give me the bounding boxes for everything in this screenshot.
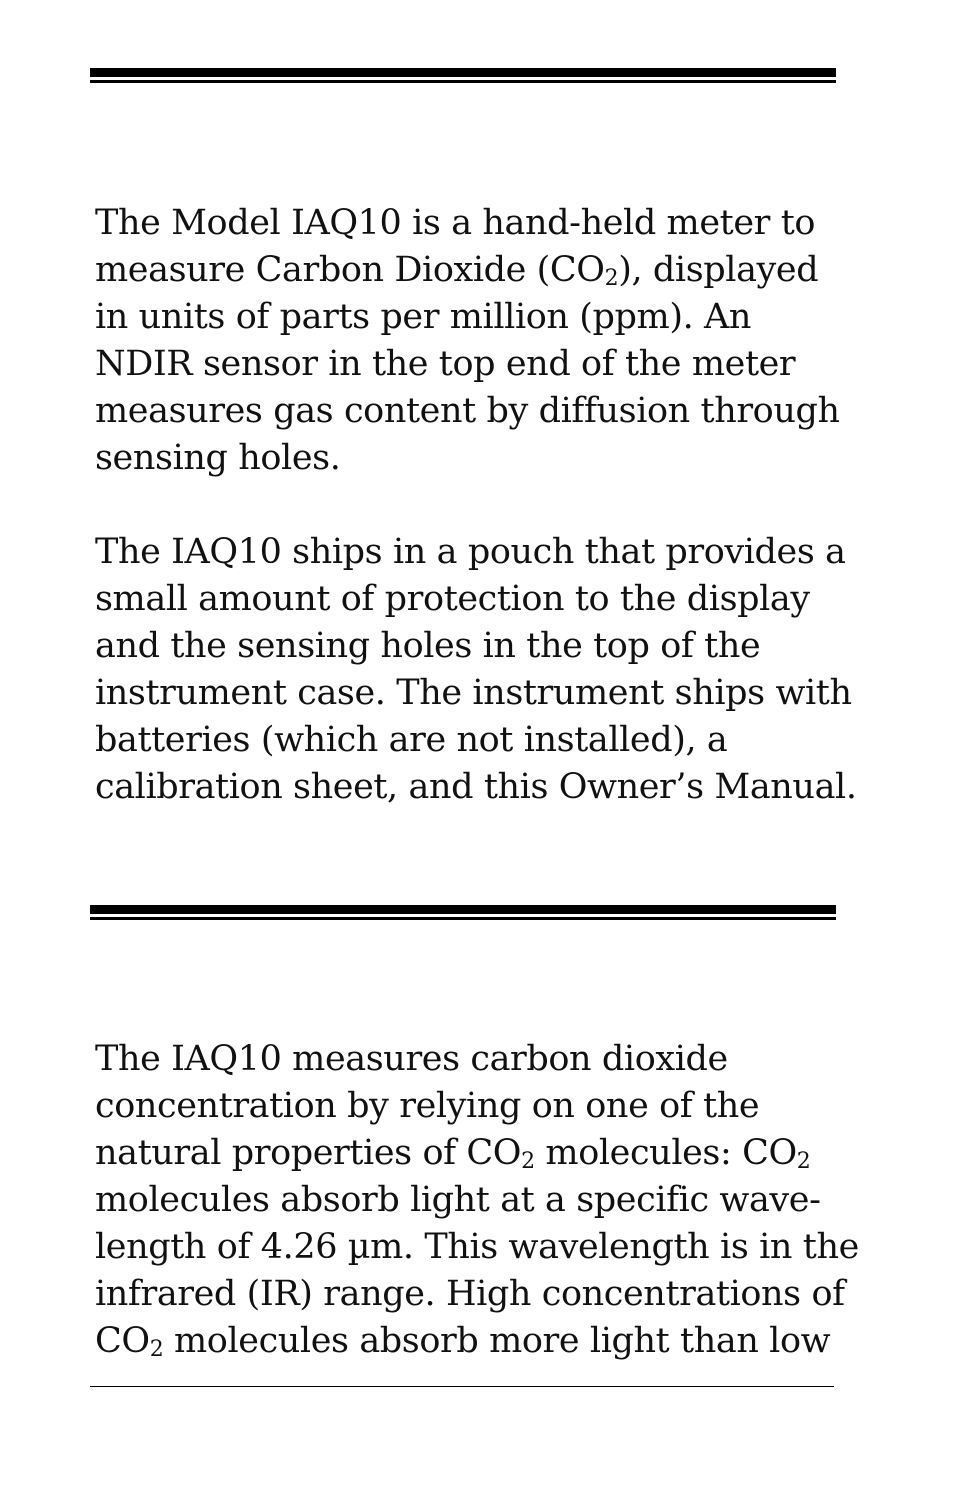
text-line: natural properties of $CO_2$ molecules: $CO_2$ [95,1133,811,1174]
section-divider-top [90,68,836,83]
text-line: molecules absorb light at a specific wave- [95,1180,821,1220]
text-line: concentration by relying on one of the [95,1086,760,1126]
subscript: 2 [521,1149,535,1174]
subscript: 2 [604,266,619,291]
intro-paragraph-1 [95,200,845,482]
subscript: 2 [149,1337,164,1362]
text-line: instrument case. The instrument ships with [95,673,852,713]
text-line: calibration sheet, and this Owner’s Manual. [95,767,857,807]
section-divider-middle [90,905,836,920]
text-line: $CO_2$ molecules absorb more light than low [95,1321,831,1362]
text-line: measures gas content by diffusion through [95,391,840,431]
text-line: The IAQ10 measures carbon dioxide [95,1039,728,1079]
text-line: The Model IAQ10 is a hand-held meter to [95,203,816,243]
subscript: 2 [796,1149,811,1174]
intro-paragraph-2 [95,529,857,811]
text-line: length of 4.26 µm. This wavelength is in the [95,1227,859,1267]
text-line: batteries (which are not installed), a [95,720,728,760]
text-line: small amount of protection to the display [95,579,810,619]
text-line: NDIR sensor in the top end of the meter [95,344,796,384]
text-line: measure Carbon Dioxide $(CO_2)$, displayed [95,250,819,291]
principle-paragraph-1 [95,1036,859,1365]
text-line: and the sensing holes in the top of the [95,626,761,666]
page-footer-rule [90,1386,834,1387]
text-line: sensing holes. [95,438,341,478]
text-line: infrared (IR) range. High concentrations of [95,1274,845,1314]
text-line: in units of parts per million (ppm). An [95,297,752,337]
text-line: The IAQ10 ships in a pouch that provides a [95,532,846,572]
